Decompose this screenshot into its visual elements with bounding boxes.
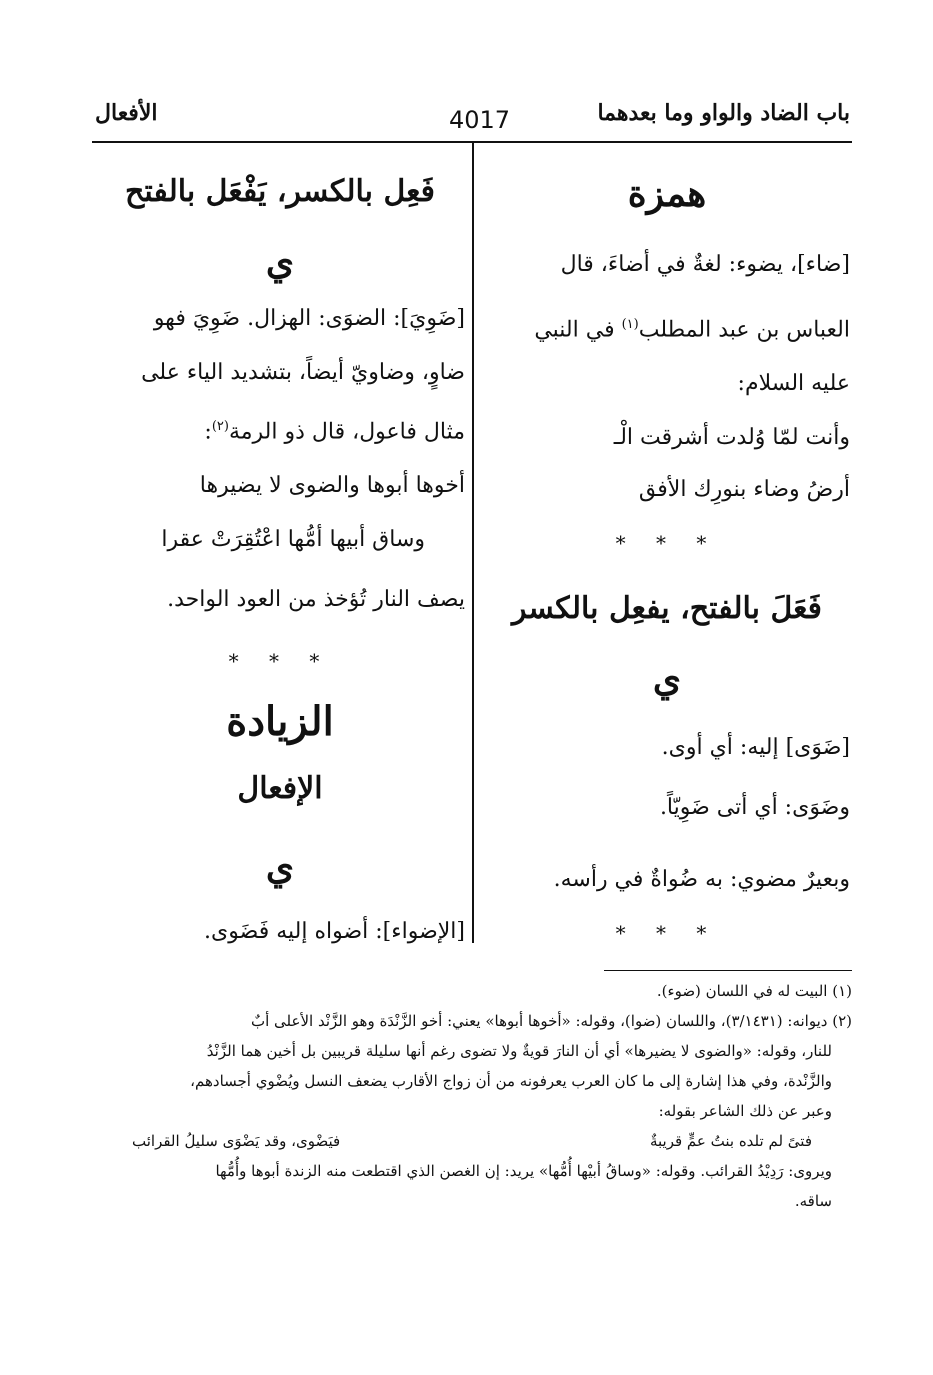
left-column [95, 164, 465, 959]
entry-dawiya-line3a: مثال فاعول، قال ذو الرمة [228, 419, 465, 445]
root-letter-ya: ي [652, 658, 682, 701]
footnotes [92, 976, 852, 1216]
entry-dawiya-line2: ضاوٍ، وضاويّ أيضاً، بتشديد الياء على [141, 360, 465, 385]
footnote-rule [604, 970, 852, 971]
footnote-2-line3: والزَّنْدة، وفي هذا إشارة إلى ما كان العرب يعرفونه من أن زواج الأقارب يضعف النسل ويُضْوي أجسادهم، [190, 1072, 832, 1090]
entry-dawa-2: وضَوَى: أي أتى ضَوِيّاً. [659, 795, 850, 821]
footnote-2-line2: للنار، وقوله: «والضوى لا يضيرها» أي أن النارَ قويةٌ ولا تضوى رغم أنها سليلة قريبين بل أخين هما الزَّنْدُ [206, 1042, 832, 1060]
separator-stars: * * * [615, 531, 719, 556]
entry-daa-line2 [484, 298, 850, 357]
entry-daa-line2a: العباس بن عبد المطلب [638, 317, 850, 343]
footnote-2-line5: ويروى: رَدِيْدُ القرائب. وقوله: «وساقُ أبيْها أُمُّها» يريد: إن الغصن الذي اقتطعت منه الزندة أبوها وأُمُّها [215, 1162, 832, 1180]
heading-if3al: الإفعال [237, 771, 323, 807]
footnote-verse-second-hemistich: فيَضْوى، وقد يَضْوَى سليلُ القرائب [132, 1132, 341, 1150]
entry-daa-line2b: في النبي [534, 317, 622, 343]
page-number: 4017 [449, 106, 511, 134]
heading-ziyada: الزيادة [226, 698, 334, 746]
verse-line-2: وساق أبيها أمُّها اعْتُقِرَتْ عقرا [161, 527, 425, 553]
footnote-1: (١) البيت له في اللسان (ضوء). [656, 982, 852, 1000]
footnote-verse-first-hemistich: فتىً لم تلده بنتُ عمٍّ قريبةٌ [649, 1132, 812, 1150]
entry-daa-line1: [ضاء]، يضوء: لغةٌ في أضاءَ، قال [560, 252, 850, 277]
running-header-section: الأفعال [95, 100, 158, 126]
verse-explanation: يصف النار تُؤخذ من العود الواحد. [167, 587, 465, 613]
entry-dawiya-line3 [95, 400, 465, 459]
footnote-ref-2: (٢) [211, 419, 229, 434]
running-header-chapter: باب الضاد والواو وما بعدهما [597, 100, 850, 126]
root-letter-ya: ي [265, 241, 295, 283]
verse-line-1: وأنت لمّا وُلدت أشرقت الْـ [613, 425, 850, 451]
entry-dawa-3: وبعيرٌ مضوي: به ضُواةٌ في رأسه. [553, 867, 850, 893]
entry-dawiya-line1: [ضَوِيَ]: الضوَى: الهزال. ضَوِيَ فهو [153, 306, 465, 331]
entry-dawiya-line3b: : [204, 419, 212, 445]
section-title-fa3ala: فَعَلَ بالفتح، يفعِل بالكسر [511, 591, 822, 627]
footnote-ref-1: (١) [621, 317, 639, 332]
heading-hamza: همزة [627, 173, 707, 215]
root-letter-ya: ي [265, 846, 295, 889]
entry-daa-line3: عليه السلام: [737, 371, 850, 397]
separator-stars: * * * [228, 649, 332, 674]
entry-dawa-1: [ضَوَى] إليه: أي أوى. [661, 735, 850, 761]
section-title-fa3ila: فَعِل بالكسر، يَفْعَل بالفتح [124, 174, 435, 209]
footnote-2-line1: (٢) ديوانه: (٣/١٤٣١)، واللسان (ضوا)، وقوله: «أخوها أبوها» يعني: أخو الزَّنْدَة وهو الزَّنْد الأعلى أبٌ [250, 1012, 852, 1030]
column-divider [472, 143, 474, 943]
footnote-verse [92, 1126, 852, 1156]
right-column [484, 164, 850, 959]
entry-idwa: [الإضواء]: أضواه إليه فَضَوى. [204, 919, 465, 945]
footnote-2-line6: ساقه. [794, 1192, 832, 1210]
separator-stars: * * * [615, 921, 719, 946]
footnote-2-line4: وعبر عن ذلك الشاعر بقوله: [658, 1102, 832, 1120]
verse-line-1: أخوها أبوها والضوى لا يضيرها [199, 473, 465, 499]
verse-line-2: أرضُ وضاء بنورِك الأفق [638, 477, 850, 503]
